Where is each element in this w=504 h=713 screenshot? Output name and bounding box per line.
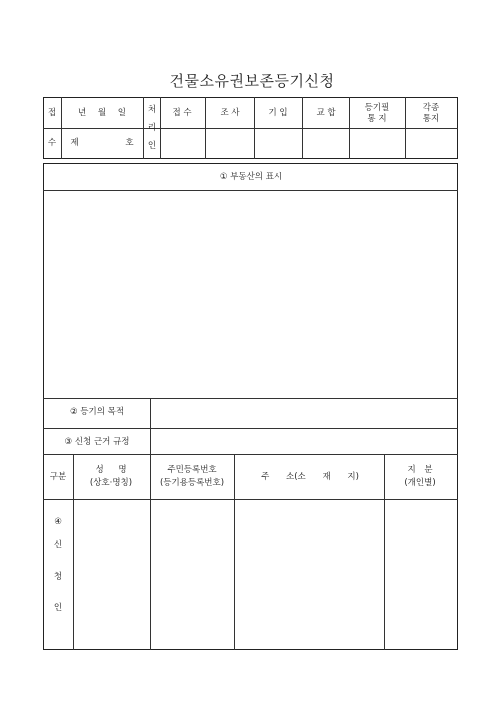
applicant-side-char-1: ④: [54, 517, 62, 527]
applicant-col-kind: 구분: [49, 472, 67, 482]
header-receive: 접 수: [172, 108, 192, 118]
applicant-col-id: 주민등록번호: [167, 465, 217, 475]
applicant-share-cell[interactable]: [385, 500, 457, 649]
header-verify: 교 합: [316, 108, 336, 118]
process-char-1: 처: [147, 105, 157, 115]
process-char-3: 인: [147, 141, 157, 151]
header-inspect: 조 사: [220, 108, 240, 118]
reception-date-label: 년 월 일: [77, 108, 127, 118]
applicant-address-cell[interactable]: [235, 500, 384, 649]
document-title: 건물소유권보존등기신청: [169, 72, 335, 90]
applicant-col-name-sub: (상호·명칭): [89, 478, 133, 488]
process-char-2: 리: [147, 123, 157, 133]
purpose-field[interactable]: [151, 399, 457, 428]
applicant-side-char-3: 청: [53, 572, 63, 582]
applicant-side-char-2: 신: [53, 540, 63, 550]
applicant-name-cell[interactable]: [74, 500, 150, 649]
reception-label-top: 접: [47, 108, 57, 118]
basis-label: ③ 신청 근거 규정: [64, 437, 130, 447]
header-various-notice: 각종 통지: [422, 103, 440, 124]
purpose-label: ② 등기의 목적: [69, 407, 125, 417]
applicant-col-id-sub: (등기용등록번호): [159, 478, 225, 488]
applicant-id-cell[interactable]: [151, 500, 234, 649]
property-description-area[interactable]: [44, 191, 457, 398]
header-record: 기 입: [268, 108, 288, 118]
applicant-col-address: 주 소(소 재 지): [261, 472, 359, 482]
applicant-col-share: 지 분: [407, 465, 433, 475]
applicant-side-char-4: 인: [53, 603, 63, 613]
applicant-col-name: 성 명: [95, 465, 127, 475]
basis-field[interactable]: [151, 429, 457, 454]
header-completion-notice: 등기필 통 지: [364, 103, 390, 124]
reception-label-bottom: 수: [47, 138, 57, 148]
applicant-col-share-sub: (개인별): [404, 478, 436, 488]
property-heading: ① 부동산의 표시: [219, 172, 283, 182]
reception-number-label: 제 호: [70, 138, 134, 148]
